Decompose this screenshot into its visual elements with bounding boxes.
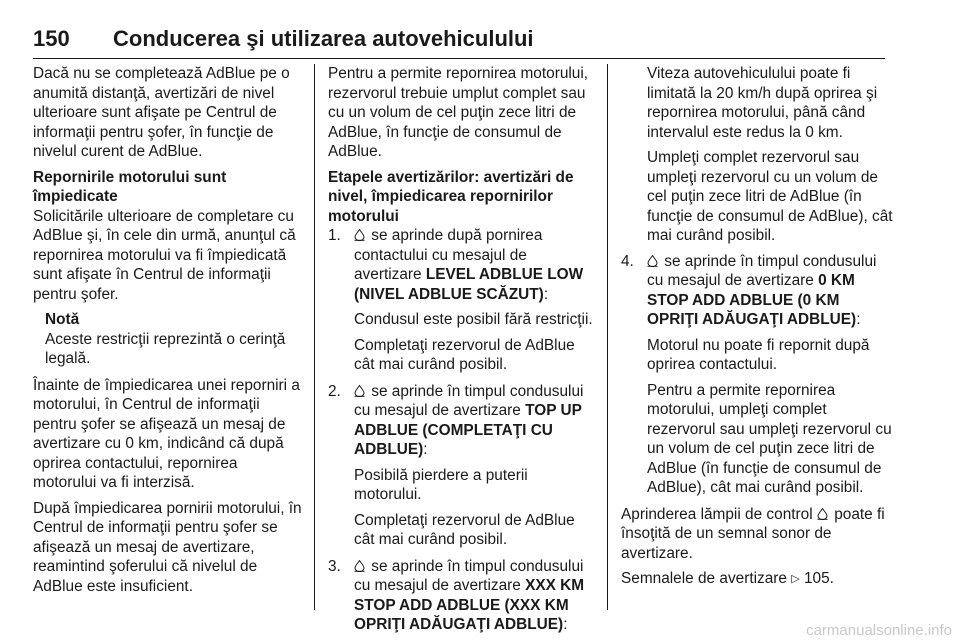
list-item-continuation: Viteza autovehiculului poate fi limitată la 20 km/h după oprirea şi repornirea motorului, până când intervalul este redus la 0 km. Umpleţi complet rezervorul sau umpleţi rezervorul cu un volum de cel puţin zece litri de AdBlue (în funcţie de consumul de AdBlue), cât mai curând posibil. [647, 65, 893, 244]
adblue-warning-icon [354, 560, 365, 572]
note-box [45, 310, 303, 369]
adblue-warning-icon [354, 385, 365, 397]
paragraph: Dacă nu se completează AdBlue pe o anumită distanţă, avertizări de nivel ulterioare sunt afişate pe Centrul de informaţii pentru şofer, în funcţie de nivelul curent de AdBlue. [33, 65, 290, 160]
column-2 [328, 64, 598, 642]
cross-reference[interactable]: Semnalele de avertizare ▷ 105. [621, 570, 834, 587]
page-header [33, 24, 933, 56]
column-3 [621, 64, 893, 596]
note-text: Aceste restricţii reprezintă o cerinţă legală. [45, 330, 286, 367]
page-link[interactable]: 105. [804, 570, 834, 587]
warning-message: LEVEL ADBLUE LOW (NIVEL ADBLUE SCĂZUT) [354, 266, 584, 303]
adblue-warning-icon [817, 508, 828, 520]
crossref-arrow-icon: ▷ [791, 573, 800, 585]
header-divider [33, 58, 885, 59]
paragraph: Înainte de împiedicarea unei reporniri a motorului, în Centrul de informaţii pentru şofer se afişează un mesaj de avertizare cu 0 km, indicând că după oprirea contactului, repornirea motorului va fi interzisă. [33, 376, 300, 491]
warning-message: XXX KM STOP ADD ADBLUE (XXX KM OPRIŢI ADĂUGAŢI ADBLUE) [354, 577, 585, 633]
warning-message: TOP UP ADBLUE (COMPLETAŢI CU ADBLUE) [354, 402, 582, 458]
column-divider [314, 64, 315, 610]
list-number: 4. [621, 252, 634, 270]
page-number: 150 [33, 26, 70, 51]
note-title: Notă [45, 311, 80, 328]
paragraph: După împiedicarea pornirii motorului, în Centrul de informaţii pentru şofer se afişează un mesaj de avertizare, reamintind şoferului că nivelul de AdBlue este insuficient. [33, 499, 302, 595]
adblue-warning-icon [354, 229, 365, 241]
list-item: 4. se aprinde în timpul condusului cu mesajul de avertizare 0 KM STOP ADD ADBLUE (0 KM OPRIŢI ADĂUGAŢI ADBLUE): Motorul nu poate fi repornit după oprirea contactului. Pentru a permite repornirea motorului, umpleţi complet rezervorul sau umpleţi rezervorul cu un volum de cel puţin zece litri de AdBlue (în funcţie de consumul de AdBlue), cât mai curând posibil. [621, 252, 892, 496]
list-item: 3. se aprinde în timpul condusului cu mesajul de avertizare XXX KM STOP ADD ADBLUE (XXX KM OPRIŢI ADĂUGAŢI ADBLUE): [328, 557, 585, 633]
paragraph: Solicitările ulterioare de completare cu AdBlue şi, în cele din urmă, anunţul că repornirea motorului va fi împiedicată sunt afişate în Centrul de informaţii pentru şofer. [33, 207, 296, 303]
section-heading: Etapele avertizărilor: avertizări de nivel, împiedicarea repornirilor motorului [328, 168, 574, 225]
page-title: Conducerea şi utilizarea autovehiculului [113, 26, 534, 51]
list-item: 1. se aprinde după pornirea contactului cu mesajul de avertizare LEVEL ADBLUE LOW (NIVEL ADBLUE SCĂZUT): Condusul este posibil fără restricţii. Completaţi rezervorul de AdBlue cât mai curând posibil. [328, 227, 593, 373]
paragraph: Pentru a permite repornirea motorului, rezervorul trebuie umplut complet sau cu un volum de cel puţin zece litri de AdBlue, în funcţie de consumul de AdBlue. [328, 65, 589, 160]
column-1 [33, 64, 303, 602]
watermark: carmanualsonline.info [806, 622, 952, 639]
list-item: 2. se aprinde în timpul condusului cu mesajul de avertizare TOP UP ADBLUE (COMPLETAŢI CU ADBLUE): Posibilă pierdere a puterii motorului. Completaţi rezervorul de AdBlue cât mai curând posibil. [328, 382, 584, 548]
paragraph: Aprinderea lămpii de control poate fi însoţită de un semnal sonor de avertizare. [621, 505, 885, 562]
warning-message: 0 KM STOP ADD ADBLUE (0 KM OPRIŢI ADĂUGAŢI ADBLUE) [647, 272, 857, 328]
section-heading: Repornirile motorului sunt împiedicate [33, 168, 227, 205]
adblue-warning-icon [647, 255, 658, 267]
column-divider [607, 64, 608, 610]
list-number: 3. [328, 557, 341, 575]
list-number: 1. [328, 227, 341, 244]
list-number: 2. [328, 382, 341, 400]
